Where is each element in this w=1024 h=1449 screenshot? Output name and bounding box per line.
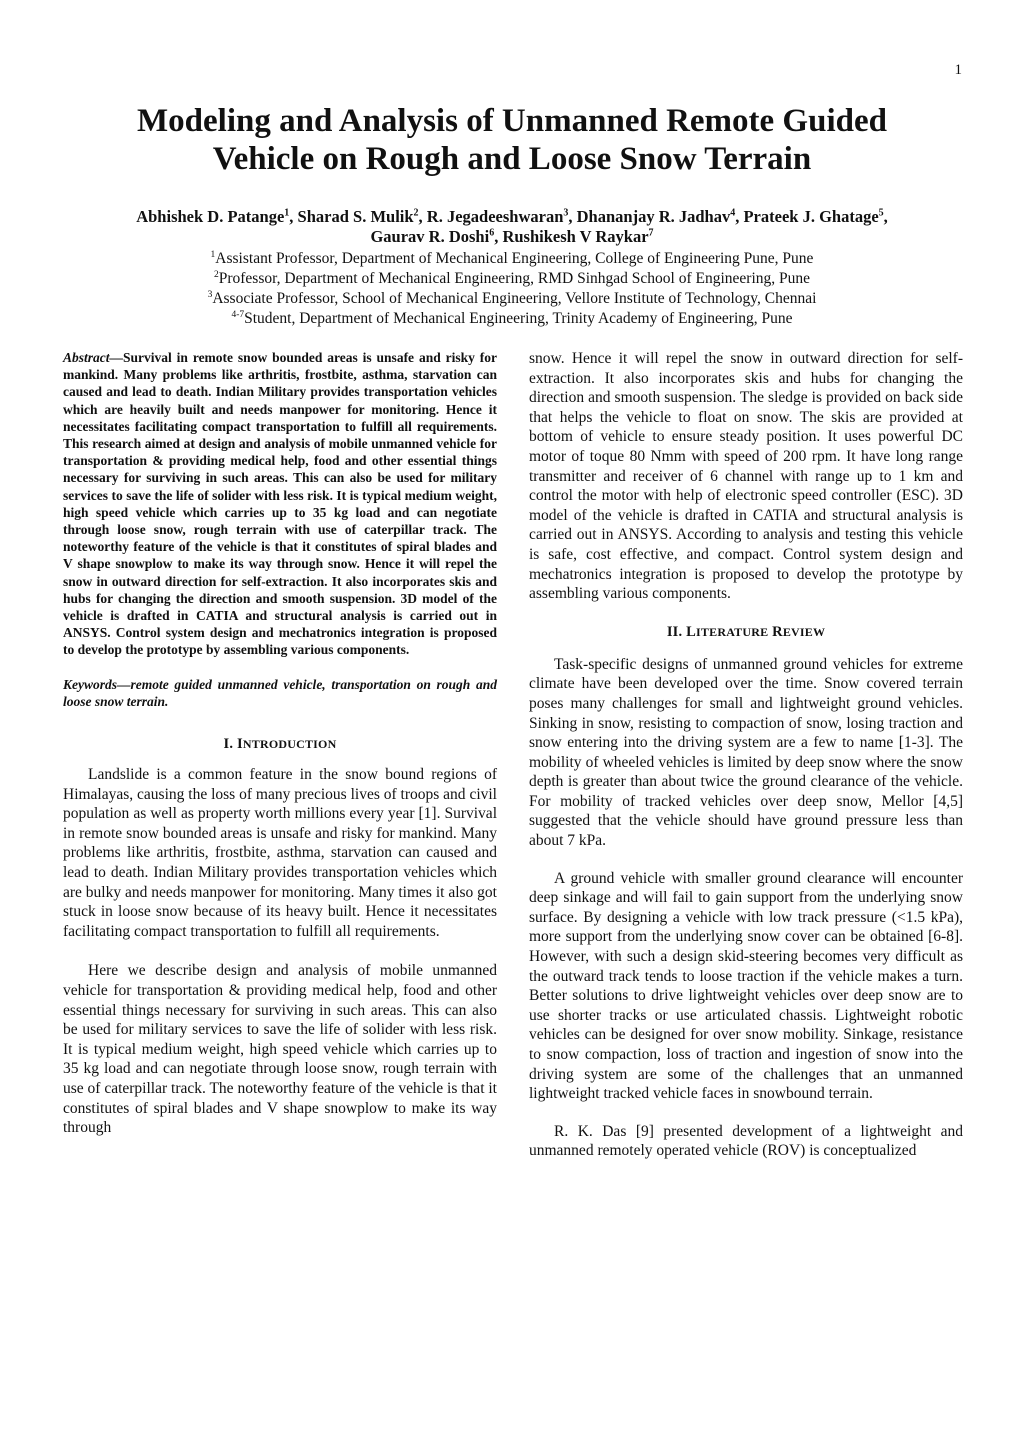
paper-title	[60, 102, 964, 178]
affiliation-text: Student, Department of Mechanical Engineering, Trinity Academy of Engineering, Pune	[244, 310, 793, 327]
author-superscript: 7	[648, 227, 654, 239]
section-title-rest: NTRODUCTION	[242, 737, 337, 752]
author-superscript: 6	[489, 227, 495, 239]
author-name: Gaurav R. Doshi	[370, 227, 490, 246]
literature-paragraph-3: R. K. Das [9] presented development of a lightweight and unmanned remotely operated vehicle (ROV) is conceptualized	[529, 1122, 963, 1160]
section-title-rest: EVIEW	[782, 624, 826, 639]
affiliation-line	[60, 269, 964, 289]
keywords	[63, 676, 497, 710]
intro-paragraph-1: Landslide is a common feature in the snow bound regions of Himalayas, causing the loss of many precious lives of troops and civil population as well as property worth millions every year [1]. Survival in remote snow bounded areas is unsafe and risky for mankind. Many problems like arthritis, frostbite, asthma, starvation can caused and lead to death. Indian Military provides transportation vehicles which are bulky and needs manpower for monitoring. Many times it also got stuck in loose snow because of its heavy built. Hence it necessitates facilitating compact transportation to fulfill all requirements.	[63, 766, 497, 940]
intro-paragraph-2-continued: snow. Hence it will repel the snow in outward direction for self-extraction. It also incorporates skis and hubs for changing the direction and smooth suspension. The sledge is provided on back side that helps the vehicle to float on snow. The skis are provided at bottom of vehicle to ensure steady position. It uses powerful DC motor of toque 80 Nmm with speed of 200 rpm. It have long range transmitter and receiver of 6 channel with range up to 1 km and control the motor with help of electronic speed controller (ESC). 3D model of the vehicle is drafted in CATIA and structural analysis is carried out in ANSYS. According to analysis and testing this vehicle is safe, cost effective, and compact. Control system design and mechatronics integration is proposed to develop the prototype by assembling various components.	[529, 350, 963, 603]
author-superscript: 2	[413, 207, 419, 219]
affiliation-superscript: 1	[210, 249, 216, 260]
abstract-label: Abstract—	[63, 350, 124, 365]
author-name: Dhananjay R. Jadhav	[576, 207, 731, 226]
author-list	[60, 207, 964, 247]
author-name: Sharad S. Mulik	[297, 207, 414, 226]
author-name: Prateek J. Ghatage	[743, 207, 879, 226]
keywords-text: remote guided unmanned vehicle, transportation on rough and loose snow terrain.	[63, 676, 497, 709]
author-line-1: Abhishek D. Patange$^1$, Sharad S. Mulik$^2$, R. Jegadeeshwaran$^3$, Dhananjay R. Jadhav$^4$, Prateek J. Ghatage$^5$,	[136, 207, 888, 226]
affiliation-list	[60, 249, 964, 329]
affiliation-line	[60, 309, 964, 329]
right-column	[529, 349, 963, 1161]
affiliation-line	[60, 249, 964, 269]
abstract-text: Survival in remote snow bounded areas is unsafe and risky for mankind. Many problems like arthritis, frostbite, asthma, starvation can caused and lead to death. Indian Military provides transportation vehicles which are heavily built and needs manpower for monitoring. Hence it necessitates facilitating compact transportation to fulfill all requirements. This research aimed at design and analysis of mobile unmanned vehicle for transportation & providing medical help, food and other essential things necessary for surviving in such areas. This can also be used for military services to save the life of solider with less risk. It is typical medium weight, high speed vehicle which carries up to 35 kg load and can negotiate through loose snow, rough terrain with use of caterpillar track. The noteworthy feature of the vehicle is that it constitutes of spiral blades and V shape snowplow to make its way through snow. Hence it will repel the snow in outward direction for self-extraction. It also incorporates skis and hubs for changing the direction and smooth suspension. 3D model of the vehicle is drafted in CATIA and structural analysis is carried out in ANSYS. Control system design and mechatronics integration is proposed to develop the prototype by assembling various components.	[63, 350, 497, 658]
author-superscript: 3	[563, 207, 569, 219]
section-title-rest: ITERATURE	[696, 624, 769, 639]
author-name: Rushikesh V Raykar	[502, 227, 649, 246]
author-line-2: Gaurav R. Doshi$^6$, Rushikesh V Raykar$^7$	[370, 227, 654, 246]
author-name: R. Jegadeeshwaran	[426, 207, 564, 226]
author-superscript: 4	[730, 207, 736, 219]
literature-paragraph-1: Task-specific designs of unmanned ground vehicles for extreme climate have been developed over the time. Snow covered terrain poses many challenges for small and lightweight ground vehicles. Sinking in snow, resisting to compaction of snow, losing traction and snow entering into the driving system are a few to name [1-3]. The mobility of wheeled vehicles is limited by deep snow where the snow depth is greater than about twice the ground clearance of the vehicle. For mobility of tracked vehicles over deep snow, Mellor [4,5] suggested that the vehicle should have ground pressure less than about 7 kPa.	[529, 655, 963, 850]
affiliation-superscript: 4-7	[231, 309, 245, 320]
section-heading-literature-review	[529, 624, 963, 641]
abstract	[63, 349, 497, 659]
section-numeral: I.	[223, 736, 234, 753]
title-line-1: Modeling and Analysis of Unmanned Remote Guided	[137, 103, 887, 139]
page-number: 1	[954, 62, 962, 78]
section-numeral: II.	[666, 623, 683, 640]
affiliation-text: Associate Professor, School of Mechanical Engineering, Vellore Institute of Technology, Chennai	[212, 290, 817, 307]
author-superscript: 5	[878, 207, 884, 219]
affiliation-line	[60, 289, 964, 309]
section-title-initial: I	[237, 736, 243, 753]
section-title-initial: R	[772, 623, 783, 640]
affiliation-text: Assistant Professor, Department of Mechanical Engineering, College of Engineering Pune, Pune	[215, 250, 814, 267]
author-name: Abhishek D. Patange	[136, 207, 285, 226]
literature-paragraph-2: A ground vehicle with smaller ground clearance will encounter deep sinkage and will fail to gain support from the underlying snow surface. By designing a vehicle with low track pressure (<1.5 kPa), more support from the underlying snow cover can be obtained [6-8]. However, with such a design skid-steering becomes very difficult as the outward track tends to loose traction if the vehicle makes a turn. Better solutions to drive lightweight vehicles over deep snow are to use shorter tracks or use articulated chassis. Lightweight robotic vehicles can be designed for over snow mobility. Sinkage, resistance to snow compaction, loss of traction and ingestion of snow into the driving system are some of the challenges that an unmanned lightweight tracked vehicle faces in snowbound terrain.	[529, 869, 963, 1103]
intro-paragraph-2: Here we describe design and analysis of mobile unmanned vehicle for transportation & providing medical help, food and other essential things necessary for surviving in such areas. This can also be used for military services to save the life of solider with less risk. It is typical medium weight, high speed vehicle which carries up to 35 kg load and can negotiate through loose snow, rough terrain with use of caterpillar track. The noteworthy feature of the vehicle is that it constitutes of spiral blades and V shape snowplow to make its way through	[63, 962, 497, 1137]
title-line-2: Vehicle on Rough and Loose Snow Terrain	[212, 141, 812, 177]
author-superscript: 1	[284, 207, 290, 219]
section-heading-introduction	[63, 736, 497, 753]
affiliation-superscript: 3	[207, 289, 213, 300]
section-title-initial: L	[686, 623, 697, 640]
keywords-label: Keywords—	[63, 676, 131, 692]
left-column	[63, 349, 497, 1138]
affiliation-superscript: 2	[213, 269, 219, 280]
affiliation-text: Professor, Department of Mechanical Engineering, RMD Sinhgad School of Engineering, Pune	[218, 270, 810, 287]
